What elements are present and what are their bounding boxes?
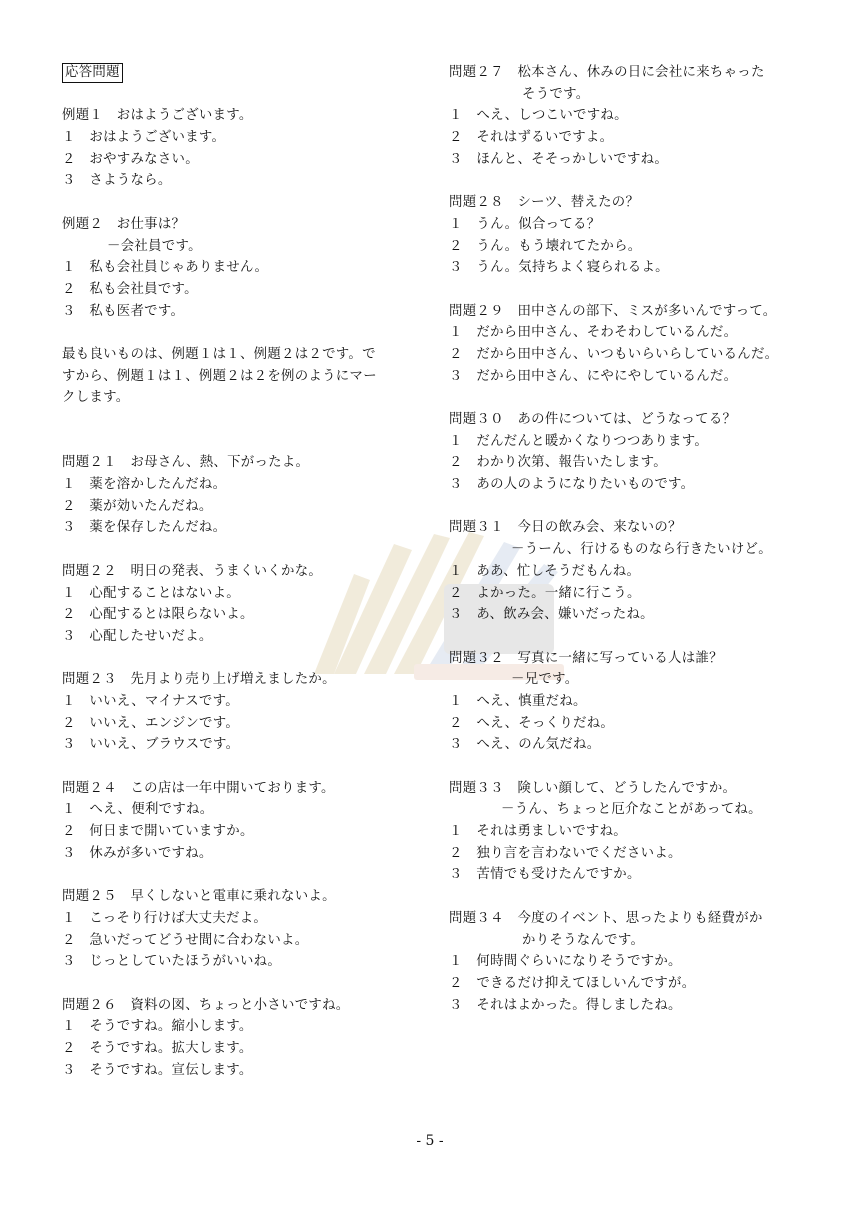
option-2: ２ うん。もう壊れてたから。 xyxy=(449,238,642,254)
question-26 xyxy=(62,995,442,1082)
question-reply: －会社員です。 xyxy=(107,238,202,254)
question-31 xyxy=(449,517,829,625)
page-number: - 5 - xyxy=(416,1133,444,1149)
option-3: ３ あの人のようになりたいものです。 xyxy=(449,477,695,493)
question-21 xyxy=(62,452,442,539)
question-text: 問題２７ 松本さん、休みの日に会社に来ちゃった xyxy=(449,65,765,80)
question-25 xyxy=(62,886,442,973)
option-1: １ そうですね。縮小します。 xyxy=(62,1019,253,1035)
option-2: ２ おやすみなさい。 xyxy=(62,151,199,167)
option-2: ２ へえ、そっくりだね。 xyxy=(449,715,615,731)
option-3: ３ いいえ、ブラウスです。 xyxy=(62,737,240,753)
question-reply: －うん、ちょっと厄介なことがあってね。 xyxy=(501,802,762,818)
option-2: ２ それはずるいですよ。 xyxy=(449,130,614,146)
question-text: 問題２１ お母さん、熱、下がったよ。 xyxy=(62,455,310,471)
option-2: ２ 薬が効いたんだね。 xyxy=(62,498,213,514)
option-3: ３ さようなら。 xyxy=(62,173,172,189)
option-3: ３ あ、飲み会、嫌いだったね。 xyxy=(449,607,654,623)
option-2: ２ 急いだってどうせ間に合わないよ。 xyxy=(62,932,309,948)
option-3: ３ 薬を保存したんだね。 xyxy=(62,520,227,536)
instruction-paragraph xyxy=(62,344,442,409)
question-text: 問題２６ 資料の図、ちょっと小さいですね。 xyxy=(62,997,350,1013)
option-3: ３ 苦情でも受けたんですか。 xyxy=(449,867,641,883)
option-3: ３ じっとしていたほうがいいね。 xyxy=(62,954,282,970)
option-1: １ 薬を溶かしたんだね。 xyxy=(62,477,227,493)
left-column xyxy=(62,62,442,1081)
option-1: １ それは勇ましいですね。 xyxy=(449,824,627,840)
question-text: 問題３０ あの件については、どうなってる？ xyxy=(449,412,737,427)
option-3: ３ ほんと、そそっかしいですね。 xyxy=(449,151,669,167)
option-2: ２ わかり次第、報告いたします。 xyxy=(449,455,667,471)
option-1: １ へえ、便利ですね。 xyxy=(62,802,214,818)
option-2: ２ 心配するとは限らないよ。 xyxy=(62,607,254,623)
option-2: ２ 私も会社員です。 xyxy=(62,281,198,297)
question-text: 問題２８ シーツ、替えたの？ xyxy=(449,195,640,211)
question-text: 例題１ おはようございます。 xyxy=(62,108,253,124)
example-1 xyxy=(62,105,442,192)
question-text: 問題３３ 険しい顔して、どうしたんですか。 xyxy=(449,780,737,796)
option-3: ３ 心配したせいだよ。 xyxy=(62,628,213,644)
option-3: ３ へえ、のん気だね。 xyxy=(449,737,601,753)
option-1: １ へえ、しつこいですね。 xyxy=(449,108,628,124)
option-3: ３ 休みが多いですね。 xyxy=(62,845,213,861)
option-2: ２ いいえ、エンジンです。 xyxy=(62,715,240,731)
option-3: ３ そうですね。宣伝します。 xyxy=(62,1062,253,1078)
option-1: １ おはようございます。 xyxy=(62,130,226,146)
option-2: ２ 何日まで開いていますか。 xyxy=(62,824,254,840)
option-1: １ 何時間ぐらいになりそうですか。 xyxy=(449,954,682,970)
option-3: ３ 私も医者です。 xyxy=(62,303,185,319)
question-text: 問題２９ 田中さんの部下、ミスが多いんですって。 xyxy=(449,303,777,319)
question-27 xyxy=(449,62,829,170)
question-text: 問題２２ 明日の発表、うまくいくかな。 xyxy=(62,563,323,579)
question-29 xyxy=(449,301,829,388)
option-1: １ へえ、慎重だね。 xyxy=(449,693,587,709)
option-3: ３ だから田中さん、にやにやしているんだ。 xyxy=(449,368,738,384)
option-1: １ だから田中さん、そわそわしているんだ。 xyxy=(449,325,738,341)
question-text: 問題３１ 今日の飲み会、来ないの？ xyxy=(449,520,682,536)
question-text: 問題３４ 今度のイベント、思ったよりも経費がか xyxy=(449,910,763,926)
question-reply: －兄です。 xyxy=(511,672,579,688)
question-text: 例題２ お仕事は？ xyxy=(62,216,186,232)
question-22 xyxy=(62,561,442,648)
instruction-line: 最も良いものは、例題１は１、例題２は２です。で xyxy=(62,346,376,362)
question-continued: かりそうなんです。 xyxy=(522,932,645,948)
option-1: １ 私も会社員じゃありません。 xyxy=(62,260,269,276)
option-2: ２ だから田中さん、いつもいらいらしているんだ。 xyxy=(449,346,779,362)
option-3: ３ うん。気持ちよく寝られるよ。 xyxy=(449,260,669,276)
question-text: 問題２５ 早くしないと電車に乗れないよ。 xyxy=(62,889,336,905)
question-text: 問題２３ 先月より売り上げ増えましたか。 xyxy=(62,672,336,688)
question-23 xyxy=(62,669,442,756)
option-1: １ うん。似合ってる？ xyxy=(449,216,601,232)
option-2: ２ よかった。一緒に行こう。 xyxy=(449,585,641,601)
option-1: １ 心配することはないよ。 xyxy=(62,585,240,601)
option-2: ２ 独り言を言わないでくださいよ。 xyxy=(449,845,682,861)
question-24 xyxy=(62,778,442,865)
question-reply: －うーん、行けるものなら行きたいけど。 xyxy=(511,542,772,558)
option-1: １ いいえ、マイナスです。 xyxy=(62,693,239,709)
example-2 xyxy=(62,214,442,322)
question-30 xyxy=(449,409,829,496)
question-32 xyxy=(449,648,829,756)
option-2: ２ できるだけ抑えてほしいんですが。 xyxy=(449,975,696,991)
question-text: 問題３２ 写真に一緒に写っている人は誰？ xyxy=(449,650,723,666)
option-1: １ だんだんと暖かくなりつつあります。 xyxy=(449,433,709,449)
instruction-line: クします。 xyxy=(62,390,130,406)
option-2: ２ そうですね。拡大します。 xyxy=(62,1040,253,1056)
option-3: ３ それはよかった。得しましたね。 xyxy=(449,997,682,1013)
question-continued: そうです。 xyxy=(522,86,590,102)
option-1: １ こっそり行けば大丈夫だよ。 xyxy=(62,910,268,926)
instruction-line: すから、例題１は１、例題２は２を例のようにマー xyxy=(62,368,377,384)
question-33 xyxy=(449,778,829,886)
question-34 xyxy=(449,908,829,1016)
option-1: １ ああ、忙しそうだもんね。 xyxy=(449,563,641,579)
right-column xyxy=(449,62,829,1016)
section-title: 応答問題 xyxy=(62,63,123,83)
question-text: 問題２４ この店は一年中開いております。 xyxy=(62,780,335,796)
question-28 xyxy=(449,192,829,279)
